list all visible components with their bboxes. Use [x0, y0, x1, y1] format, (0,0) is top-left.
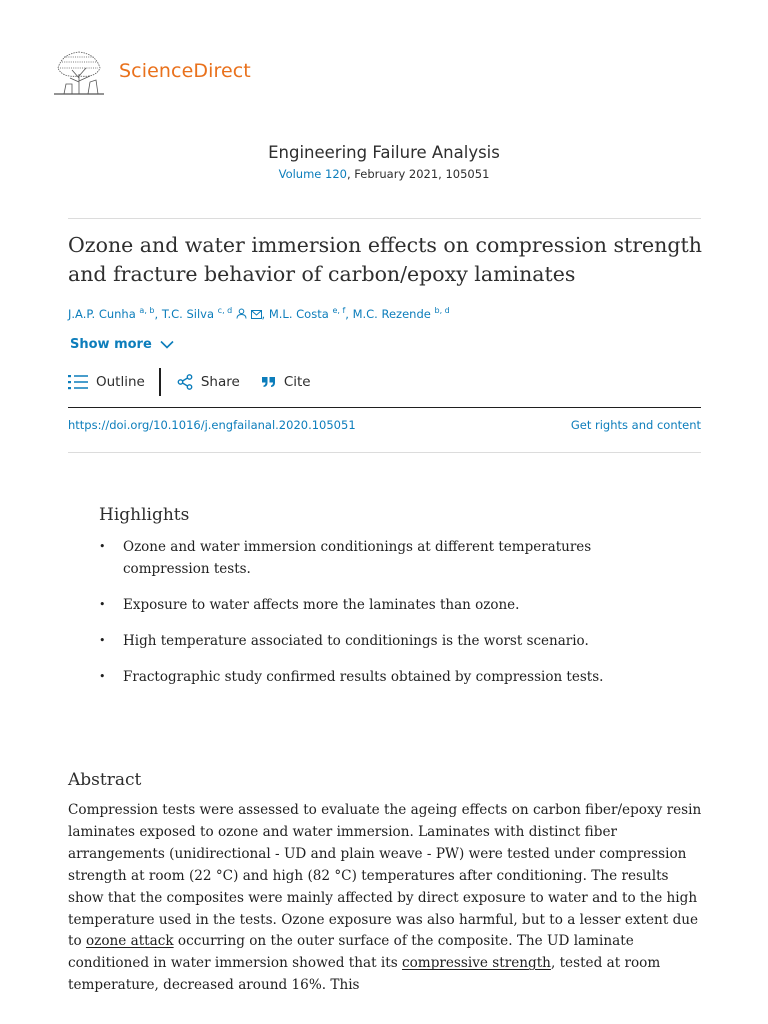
elsevier-tree-logo[interactable]: [52, 48, 106, 96]
abstract-heading: Abstract: [68, 770, 142, 790]
divider: [68, 452, 701, 453]
author-affiliation[interactable]: a, b: [139, 306, 155, 315]
divider: [68, 218, 701, 219]
highlights-heading: Highlights: [99, 505, 190, 525]
sciencedirect-wordmark[interactable]: ScienceDirect: [119, 60, 251, 82]
share-button[interactable]: [177, 374, 240, 390]
author-affiliation[interactable]: e, f: [332, 306, 346, 315]
author-separator: ,: [345, 307, 353, 321]
envelope-icon[interactable]: [251, 308, 262, 322]
tree-logo-icon: [52, 48, 106, 96]
abstract-text: [68, 800, 708, 997]
author-separator: ,: [154, 307, 162, 321]
author-affiliation[interactable]: b, d: [434, 306, 450, 315]
ozone-attack-link[interactable]: ozone attack: [85, 933, 174, 950]
compressive-strength-link[interactable]: compressive strength: [402, 955, 551, 972]
share-icon: [177, 374, 193, 390]
author-link[interactable]: M.L. Costa: [268, 307, 329, 321]
article-title: Ozone and water immersion effects on compression strength and fracture behavior of carbon/epoxy laminates: [68, 233, 702, 286]
doi-link[interactable]: https://doi.org/10.1016/j.engfailanal.2020.105051: [68, 418, 356, 432]
person-icon[interactable]: [236, 308, 247, 322]
author-link[interactable]: M.C. Rezende: [352, 307, 431, 321]
abstract-text-segment: , tested at room temperature, decreased around 16%. This: [68, 955, 661, 994]
author-link[interactable]: J.A.P. Cunha: [68, 307, 136, 321]
get-rights-link[interactable]: Get rights and content: [570, 418, 701, 432]
cite-label: Cite: [283, 374, 311, 390]
author-link[interactable]: T.C. Silva: [161, 307, 215, 321]
highlight-item: • High temperature associated to conditionings is the worst scenario.: [99, 630, 619, 652]
article-toolbar: [68, 367, 311, 397]
volume-link[interactable]: Volume 120: [278, 167, 347, 181]
show-more-label: Show more: [70, 337, 152, 352]
highlight-item: • Fractographic study confirmed results obtained by compression tests.: [99, 666, 619, 688]
highlight-item: • Exposure to water affects more the laminates than ozone.: [99, 594, 619, 616]
highlights-list: [99, 536, 619, 702]
quote-icon: [262, 376, 276, 388]
author-separator: ,: [261, 307, 269, 321]
abstract-text-segment: Compression tests were assessed to evaluate the ageing effects on carbon fiber/epoxy resin laminates exposed to ozone and water immersion. Laminates with distinct fiber arrangements (unidirectional - UD and plain weave - PW) were tested under compression strength at room (22 °C) and high (82 °C) temperatures after conditioning. The results show that the composites were mainly affected by direct exposure to water and to the high temperature used in the tests. Ozone exposure was also harmful, but to a lesser extent due to: [68, 802, 702, 950]
outline-button[interactable]: [68, 374, 145, 390]
author-affiliation[interactable]: c, d: [217, 306, 233, 315]
chevron-down-icon: [160, 340, 174, 349]
outline-label: Outline: [96, 374, 145, 390]
list-icon: [68, 374, 88, 390]
cite-button[interactable]: [262, 374, 311, 390]
abstract-text-segment: occurring on the outer surface of the composite. The UD laminate conditioned in water immersion showed that its: [68, 933, 634, 972]
volume-line: [0, 167, 768, 181]
divider: [68, 407, 701, 408]
issue-date: , February 2021, 105051: [346, 167, 490, 181]
show-more-button[interactable]: [70, 337, 174, 352]
journal-title[interactable]: Engineering Failure Analysis: [268, 143, 500, 162]
highlight-item: • Ozone and water immersion conditionings at different temperatures compression tests.: [99, 536, 619, 580]
toolbar-divider: [159, 368, 161, 396]
author-list: [68, 306, 450, 322]
share-label: Share: [200, 374, 240, 390]
